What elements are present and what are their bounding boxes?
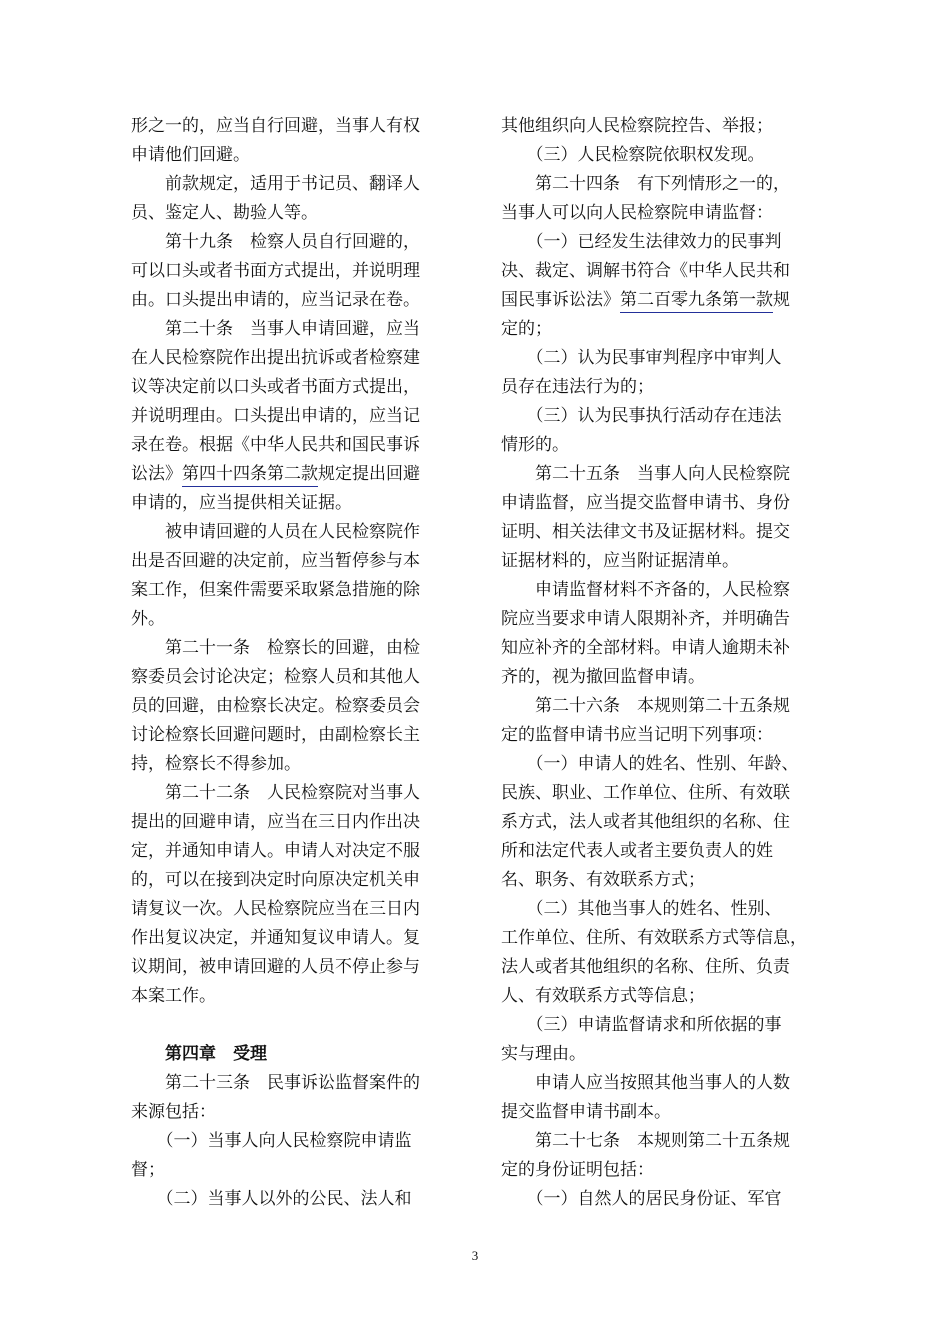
left-column	[131, 112, 465, 1214]
text-line: 民族、职业、工作单位、住所、有效联	[501, 783, 790, 803]
text-line: 申请的，应当提供相关证据。	[131, 493, 352, 513]
text-line: 由。口头提出申请的，应当记录在卷。	[131, 290, 420, 310]
text-line: 员存在违法行为的；	[501, 377, 654, 397]
text-line: 讨论检察长回避问题时，由副检察长主	[131, 725, 420, 745]
page-number: 3	[471, 1248, 479, 1263]
text-line: 第二十条 当事人申请回避，应当	[131, 319, 420, 339]
text-line: 可以口头或者书面方式提出，并说明理	[131, 261, 420, 281]
text-line: 法人或者其他组织的名称、住所、负责	[501, 957, 790, 977]
text-line: 当事人可以向人民检察院申请监督：	[501, 203, 773, 223]
text-line: 院应当要求申请人限期补齐，并明确告	[501, 609, 790, 629]
text-line: 提出的回避申请，应当在三日内作出决	[131, 812, 420, 832]
text-line: （一）申请人的姓名、性别、年龄、	[501, 754, 799, 774]
text-line: 案工作，但案件需要采取紧急措施的除	[131, 580, 420, 600]
text-line: 作出复议决定，并通知复议申请人。复	[131, 928, 420, 948]
text-line: 系方式，法人或者其他组织的名称、住	[501, 812, 790, 832]
line-text: 规定提出回避	[318, 464, 420, 484]
blank-line	[131, 1011, 465, 1040]
text-line: 察委员会讨论决定；检察人员和其他人	[131, 667, 420, 687]
statute-reference: 第二百零九条第一款	[620, 290, 773, 313]
text-line: （三）人民检察院依职权发现。	[501, 145, 765, 165]
text-line: 申请监督，应当提交监督申请书、身份	[501, 493, 790, 513]
text-line: 议期间，被申请回避的人员不停止参与	[131, 957, 420, 977]
statute-reference: 第四十四条第二款	[182, 464, 318, 487]
text-line: 决、裁定、调解书符合《中华人民共和	[501, 261, 790, 281]
text-line: 齐的，视为撤回监督申请。	[501, 667, 705, 687]
text-line: 被申请回避的人员在人民检察院作	[131, 522, 420, 542]
text-line: 所和法定代表人或者主要负责人的姓	[501, 841, 773, 861]
text-line: 情形的。	[501, 435, 569, 455]
text-line: 其他组织向人民检察院控告、举报；	[501, 116, 773, 136]
text-line: 第二十五条 当事人向人民检察院	[501, 464, 790, 484]
text-line: 定，并通知申请人。申请人对决定不服	[131, 841, 420, 861]
text-line: 证明、相关法律文书及证据材料。提交	[501, 522, 790, 542]
text-line	[501, 286, 835, 315]
text-line: 名、职务、有效联系方式；	[501, 870, 705, 890]
text-line: 人、有效联系方式等信息；	[501, 986, 705, 1006]
text-line: 录在卷。根据《中华人民共和国民事诉	[131, 435, 420, 455]
text-line: （二）认为民事审判程序中审判人	[501, 348, 782, 368]
text-line: 前款规定，适用于书记员、翻译人	[131, 174, 420, 194]
text-line: 第二十六条 本规则第二十五条规	[501, 696, 790, 716]
right-column	[501, 112, 835, 1214]
text-line: 形之一的，应当自行回避，当事人有权	[131, 116, 420, 136]
text-line: （二）当事人以外的公民、法人和	[131, 1189, 412, 1209]
text-line: 实与理由。	[501, 1044, 586, 1064]
text-line: 证据材料的，应当附证据清单。	[501, 551, 739, 571]
text-line: 持，检察长不得参加。	[131, 754, 301, 774]
text-line: 外。	[131, 609, 165, 629]
text-line: 的，可以在接到决定时向原决定机关申	[131, 870, 420, 890]
text-line: 督；	[131, 1160, 165, 1180]
chapter-heading: 第四章 受理	[131, 1044, 267, 1064]
text-line: （一）已经发生法律效力的民事判	[501, 232, 782, 252]
text-line: 第二十三条 民事诉讼监督案件的	[131, 1073, 420, 1093]
text-line: 知应补齐的全部材料。申请人逾期未补	[501, 638, 790, 658]
text-line: 并说明理由。口头提出申请的，应当记	[131, 406, 420, 426]
text-line: 第二十二条 人民检察院对当事人	[131, 783, 420, 803]
text-line: 提交监督申请书副本。	[501, 1102, 671, 1122]
line-text: 规	[773, 290, 790, 310]
text-line: 申请他们回避。	[131, 145, 250, 165]
text-line: 定的监督申请书应当记明下列事项：	[501, 725, 773, 745]
text-line: （三）申请监督请求和所依据的事	[501, 1015, 782, 1035]
text-line: 出是否回避的决定前，应当暂停参与本	[131, 551, 420, 571]
line-text: 国民事诉讼法》	[501, 290, 620, 310]
line-text: 讼法》	[131, 464, 182, 484]
text-line: （一）当事人向人民检察院申请监	[131, 1131, 412, 1151]
text-line: 第二十七条 本规则第二十五条规	[501, 1131, 790, 1151]
text-line: 来源包括：	[131, 1102, 216, 1122]
text-line: （三）认为民事执行活动存在违法	[501, 406, 782, 426]
text-line: （二）其他当事人的姓名、性别、	[501, 899, 782, 919]
text-line: 在人民检察院作出提出抗诉或者检察建	[131, 348, 420, 368]
text-line: 第二十一条 检察长的回避，由检	[131, 638, 420, 658]
text-line: 第十九条 检察人员自行回避的，	[131, 232, 420, 252]
text-line: （一）自然人的居民身份证、军官	[501, 1189, 782, 1209]
text-line: 本案工作。	[131, 986, 216, 1006]
text-line: 员、鉴定人、勘验人等。	[131, 203, 318, 223]
text-line	[131, 460, 465, 489]
text-line: 员的回避，由检察长决定。检察委员会	[131, 696, 420, 716]
text-line: 定的身份证明包括：	[501, 1160, 654, 1180]
text-line: 工作单位、住所、有效联系方式等信息，	[501, 928, 807, 948]
text-line: 议等决定前以口头或者书面方式提出，	[131, 377, 420, 397]
text-line: 定的；	[501, 319, 552, 339]
text-line: 申请人应当按照其他当事人的人数	[501, 1073, 790, 1093]
text-line: 第二十四条 有下列情形之一的，	[501, 174, 790, 194]
text-line: 申请监督材料不齐备的，人民检察	[501, 580, 790, 600]
text-line: 请复议一次。人民检察院应当在三日内	[131, 899, 420, 919]
